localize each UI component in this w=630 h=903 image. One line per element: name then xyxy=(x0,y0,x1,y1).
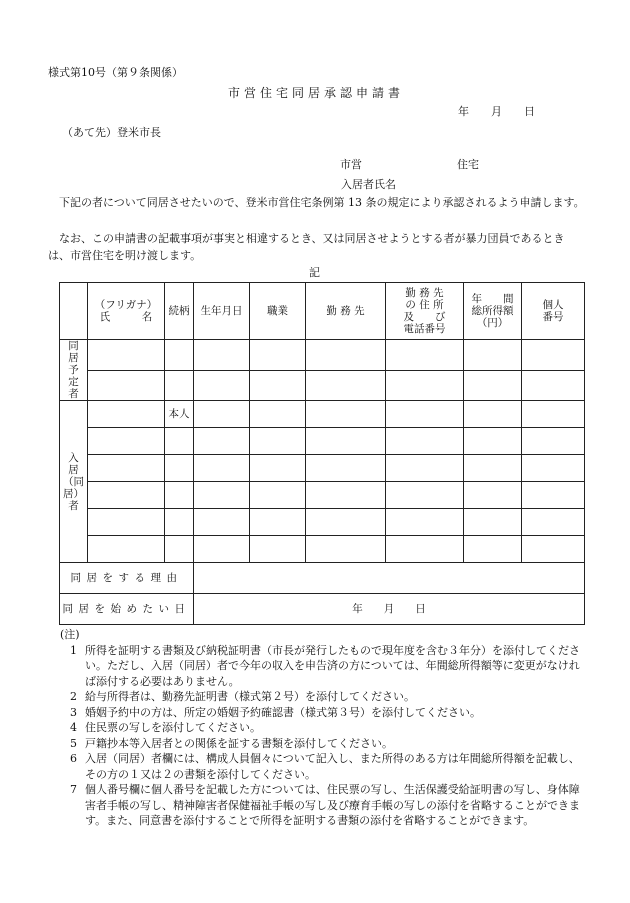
corner-cell xyxy=(60,283,88,340)
table-cell[interactable] xyxy=(386,482,464,509)
table-cell[interactable] xyxy=(165,482,194,509)
side-char: 同 xyxy=(68,340,79,352)
note-number: 3 xyxy=(70,705,77,719)
table-cell[interactable] xyxy=(88,401,165,428)
table-cell[interactable] xyxy=(522,401,585,428)
start-date-label: 同居を始めたい日 xyxy=(60,594,194,625)
mynumber-line-1: 個人 xyxy=(542,299,564,311)
reason-field[interactable] xyxy=(194,563,585,594)
request-paragraph: 下記の者について同居させたいので、登米市営住宅条例第 13 条の規定により承認されるよう申請します。 xyxy=(59,196,585,209)
table-cell[interactable] xyxy=(464,509,522,536)
mynumber-header xyxy=(522,283,585,340)
resident-name-label: 入居者氏名 xyxy=(341,178,396,191)
resident-cohabitant-label xyxy=(60,401,88,563)
notes-header: (注) xyxy=(60,628,80,641)
table-cell[interactable] xyxy=(88,370,165,401)
table-cell[interactable] xyxy=(194,340,250,371)
relation-header: 続柄 xyxy=(165,283,194,340)
income-line-1: 年 間 xyxy=(471,293,514,305)
reason-row xyxy=(60,563,585,594)
table-cell[interactable] xyxy=(386,428,464,455)
table-cell[interactable] xyxy=(464,370,522,401)
table-cell[interactable] xyxy=(165,370,194,401)
start-date-row xyxy=(60,594,585,625)
note-item xyxy=(63,736,585,752)
table-cell[interactable] xyxy=(464,455,522,482)
table-row xyxy=(60,370,585,401)
mynumber-line-2: 番号 xyxy=(542,311,564,323)
table-cell[interactable] xyxy=(306,428,386,455)
declaration-paragraph: なお、この申請書の記載事項が事実と相違するとき、又は同居させようとする者が暴力団員であるときは、市営住宅を明け渡します。 xyxy=(48,232,565,262)
note-text: 個人番号欄に個人番号を記載した方については、住民票の写し、生活保護受給証明書の写し、身体障害者手帳の写し、精神障害者保健福祉手帳の写し及び療育手帳の写しの添付を省略することができます。また、同意書を添付することで所得を証明する書類の添付を省略することができます。 xyxy=(85,783,580,827)
note-text: 戸籍抄本等入居者との関係を証する書類を添付してください。 xyxy=(85,736,393,750)
table-cell[interactable] xyxy=(250,455,306,482)
table-row xyxy=(60,340,585,371)
table-row xyxy=(60,536,585,563)
table-cell[interactable] xyxy=(250,509,306,536)
note-text: 住民票の写しを添付してください。 xyxy=(85,721,261,734)
note-item xyxy=(63,720,585,736)
table-cell[interactable] xyxy=(250,482,306,509)
note-item xyxy=(63,643,585,690)
income-header xyxy=(464,283,522,340)
table-cell[interactable] xyxy=(88,482,165,509)
note-text: 給与所得者は、勤務先証明書（様式第２号）を添付してください。 xyxy=(85,690,415,703)
furigana-label: （フリガナ） xyxy=(94,299,158,311)
note-item xyxy=(63,689,585,705)
work-address-line-4: 電話番号 xyxy=(403,323,446,335)
table-cell[interactable] xyxy=(306,509,386,536)
table-cell[interactable] xyxy=(194,509,250,536)
side-char: 入 xyxy=(68,451,79,464)
ki-label: 記 xyxy=(309,266,320,279)
notes-section xyxy=(60,627,585,829)
table-cell[interactable] xyxy=(194,401,250,428)
table-cell[interactable] xyxy=(194,482,250,509)
table-cell[interactable] xyxy=(386,401,464,428)
work-address-line-1: 勤 務 先 xyxy=(405,287,444,299)
side-char: 居 xyxy=(68,352,79,364)
table-cell[interactable] xyxy=(194,455,250,482)
table-cell[interactable] xyxy=(386,370,464,401)
table-cell[interactable] xyxy=(194,370,250,401)
note-number: 2 xyxy=(70,690,77,703)
table-cell[interactable] xyxy=(306,482,386,509)
table-cell[interactable] xyxy=(306,370,386,401)
start-date-field[interactable]: 年 月 日 xyxy=(194,594,585,625)
side-char: 定 xyxy=(68,376,79,388)
name-header xyxy=(88,283,165,340)
table-cell[interactable] xyxy=(165,509,194,536)
job-header: 職業 xyxy=(250,283,306,340)
table-cell[interactable] xyxy=(194,428,250,455)
table-cell[interactable] xyxy=(88,455,165,482)
table-row xyxy=(60,401,585,428)
table-cell[interactable] xyxy=(464,536,522,563)
table-cell[interactable] xyxy=(522,482,585,509)
note-number: 5 xyxy=(70,736,77,750)
page-title: 市営住宅同居承認申請書 xyxy=(228,86,405,100)
table-cell[interactable] xyxy=(250,340,306,371)
jutaku-label: 住宅 xyxy=(457,158,479,171)
table-cell[interactable] xyxy=(522,536,585,563)
note-number: 7 xyxy=(70,783,77,796)
note-item xyxy=(63,705,585,721)
table-cell[interactable] xyxy=(386,340,464,371)
table-cell[interactable] xyxy=(386,455,464,482)
resident-table xyxy=(59,282,585,625)
note-number: 6 xyxy=(70,752,77,765)
table-cell[interactable] xyxy=(522,455,585,482)
table-cell[interactable] xyxy=(306,340,386,371)
addressee: （あて先）登米市長 xyxy=(62,126,161,139)
side-char: 居 xyxy=(68,463,79,476)
note-number: 4 xyxy=(70,721,77,734)
table-cell[interactable] xyxy=(386,509,464,536)
table-cell[interactable] xyxy=(522,509,585,536)
side-char: 者 xyxy=(68,499,79,512)
table-cell[interactable] xyxy=(88,509,165,536)
table-cell[interactable] xyxy=(88,428,165,455)
table-row xyxy=(60,509,585,536)
side-char: 予 xyxy=(68,364,79,376)
table-row xyxy=(60,455,585,482)
table-cell[interactable] xyxy=(250,536,306,563)
table-cell[interactable] xyxy=(386,536,464,563)
table-cell[interactable] xyxy=(250,401,306,428)
note-text: 婚姻予約中の方は、所定の婚姻予約確認書（様式第３号）を添付してください。 xyxy=(85,705,481,719)
table-cell[interactable] xyxy=(165,340,194,371)
income-line-2: 総所得額 xyxy=(471,305,514,317)
planned-cohabitant-label xyxy=(60,340,88,401)
income-line-3: （円） xyxy=(476,317,509,329)
reason-label: 同居をする理由 xyxy=(60,563,194,594)
table-cell[interactable] xyxy=(464,340,522,371)
table-cell[interactable] xyxy=(165,455,194,482)
honnin-cell: 本人 xyxy=(165,401,194,428)
work-address-line-2: の 住 所 xyxy=(405,299,444,311)
side-char: 居） xyxy=(63,487,84,500)
table-cell[interactable] xyxy=(464,428,522,455)
table-cell[interactable] xyxy=(88,536,165,563)
table-row xyxy=(60,482,585,509)
table-cell[interactable] xyxy=(522,340,585,371)
table-cell[interactable] xyxy=(306,401,386,428)
table-cell[interactable] xyxy=(306,536,386,563)
note-number: 1 xyxy=(70,643,77,657)
side-char: 者 xyxy=(68,388,79,400)
table-cell[interactable] xyxy=(464,401,522,428)
table-cell[interactable] xyxy=(306,455,386,482)
form-number: 様式第10号（第９条関係） xyxy=(48,66,183,79)
note-text: 所得を証明する書類及び納税証明書（市長が発行したもので現年度を含む３年分）を添付してください。ただし、入居（同居）者で今年の収入を申告済の方については、年間総所得額等に変更がなければ添付する必要はありません。 xyxy=(85,643,580,688)
note-item xyxy=(63,782,585,829)
work-address-line-3: 及 び xyxy=(403,311,446,323)
note-item xyxy=(63,751,585,782)
workplace-header: 勤 務 先 xyxy=(306,283,386,340)
birth-header: 生年月日 xyxy=(194,283,250,340)
table-cell[interactable] xyxy=(522,428,585,455)
date-line: 年 月 日 xyxy=(458,105,535,118)
table-row xyxy=(60,428,585,455)
note-text: 入居（同居）者欄には、構成人員個々について記入し、また所得のある方は年間総所得額を記載し、その方の１又は２の書類を添付してください。 xyxy=(85,752,580,781)
table-cell[interactable] xyxy=(522,370,585,401)
header-row xyxy=(60,283,585,340)
side-char: （同 xyxy=(63,475,84,488)
table-cell[interactable] xyxy=(88,340,165,371)
table-cell[interactable] xyxy=(464,482,522,509)
work-address-header xyxy=(386,283,464,340)
table-cell[interactable] xyxy=(165,536,194,563)
name-label: 氏 名 xyxy=(99,311,153,323)
table-cell[interactable] xyxy=(165,428,194,455)
table-cell[interactable] xyxy=(250,428,306,455)
table-cell[interactable] xyxy=(194,536,250,563)
shiei-label: 市営 xyxy=(340,158,362,171)
table-cell[interactable] xyxy=(250,370,306,401)
